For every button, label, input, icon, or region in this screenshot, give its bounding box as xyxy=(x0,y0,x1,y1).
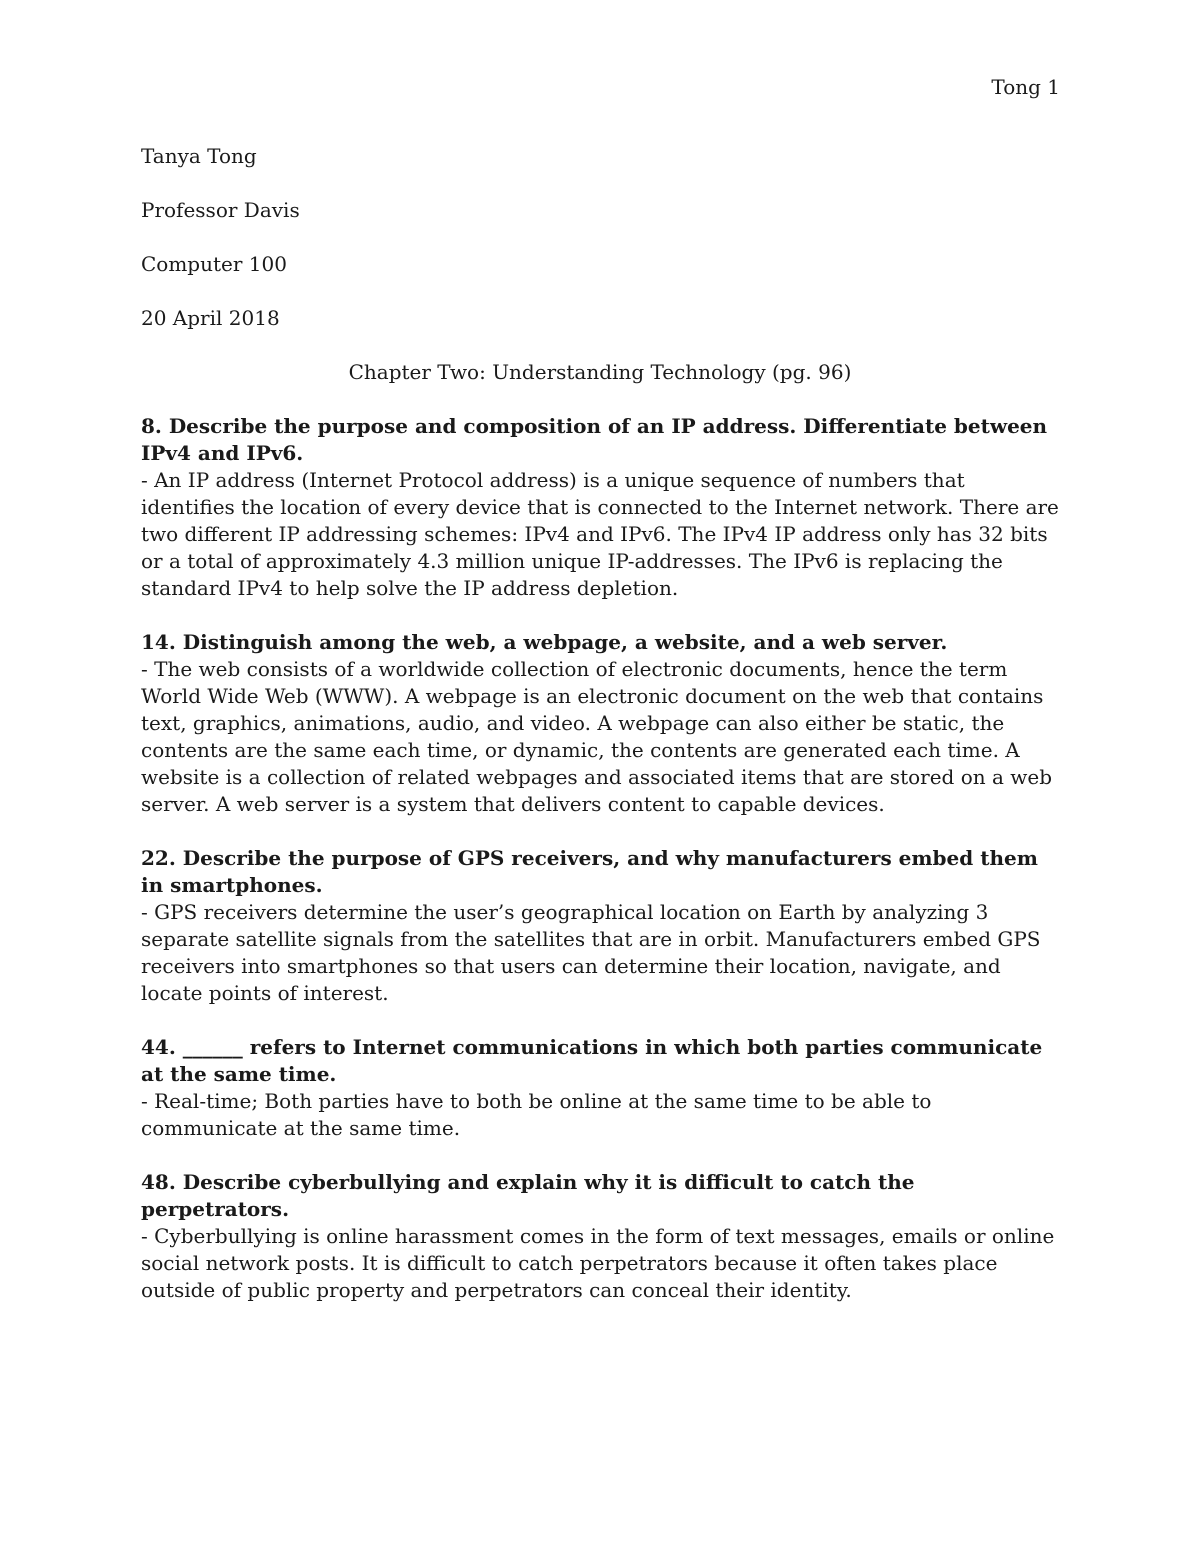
student-name: Tanya Tong xyxy=(141,144,257,168)
question-text: 22. Describe the purpose of GPS receivers, and why manufacturers embed them in smartphones. xyxy=(141,846,1038,897)
course-name: Computer 100 xyxy=(141,252,287,276)
question-text: 8. Describe the purpose and composition of an IP address. Differentiate between IPv4 and IPv6. xyxy=(141,414,1048,465)
question-block xyxy=(141,1034,1059,1142)
professor-name: Professor Davis xyxy=(141,198,300,222)
document-body xyxy=(141,143,1059,1331)
question-block xyxy=(141,629,1059,818)
question-block xyxy=(141,845,1059,1007)
page-header: Tong 1 xyxy=(991,75,1060,99)
question-text: 14. Distinguish among the web, a webpage, a website, and a web server. xyxy=(141,630,948,654)
question-block xyxy=(141,413,1059,602)
answer-text: - Cyberbullying is online harassment comes in the form of text messages, emails or online social network posts. It is difficult to catch perpetrators because it often takes place outside of public property and perpetrators can conceal their identity. xyxy=(141,1224,1055,1302)
answer-text: - GPS receivers determine the user’s geographical location on Earth by analyzing 3 separate satellite signals from the satellites that are in orbit. Manufacturers embed GPS receivers into smartphones so that users can determine their location, navigate, and locate points of interest. xyxy=(141,900,1041,1005)
answer-text: - Real-time; Both parties have to both be online at the same time to be able to communicate at the same time. xyxy=(141,1089,932,1140)
answer-text: - The web consists of a worldwide collection of electronic documents, hence the term World Wide Web (WWW). A webpage is an electronic document on the web that contains text, graphics, animations, audio, and video. A webpage can also either be static, the contents are the same each time, or dynamic, the contents are generated each time. A website is a collection of related webpages and associated items that are stored on a web server. A web server is a system that delivers content to capable devices. xyxy=(141,657,1053,816)
assignment-title: Chapter Two: Understanding Technology (pg. 96) xyxy=(348,360,852,384)
question-text: 48. Describe cyberbullying and explain why it is difficult to catch the perpetrators. xyxy=(141,1170,915,1221)
answer-text: - An IP address (Internet Protocol address) is a unique sequence of numbers that identifies the location of every device that is connected to the Internet network. There are two different IP addressing schemes: IPv4 and IPv6. The IPv4 IP address only has 32 bits or a total of approximately 4.3 million unique IP-addresses. The IPv6 is replacing the standard IPv4 to help solve the IP address depletion. xyxy=(141,468,1059,600)
document-date: 20 April 2018 xyxy=(141,306,280,330)
question-text: 44. ______ refers to Internet communications in which both parties communicate at the same time. xyxy=(141,1035,1043,1086)
question-block xyxy=(141,1169,1059,1304)
